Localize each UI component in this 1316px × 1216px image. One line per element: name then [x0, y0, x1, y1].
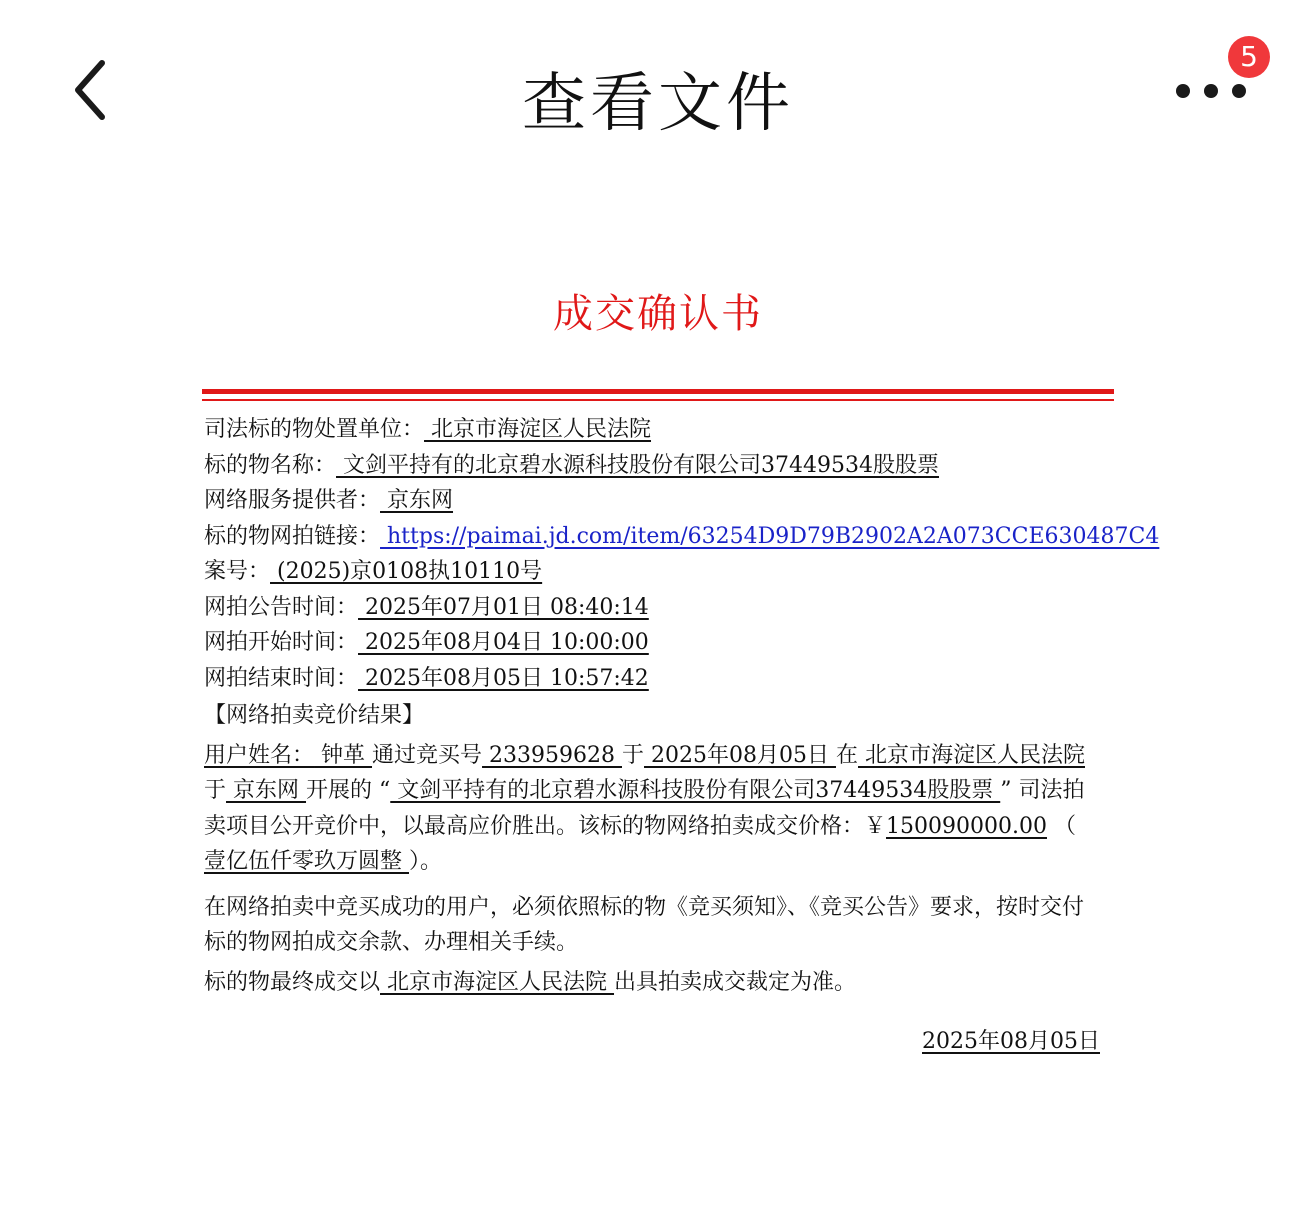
user-name: 钟革: [314, 742, 373, 768]
title-divider-thick: [202, 389, 1114, 394]
result-text: 通过竞买号: [372, 742, 483, 768]
result-text: 在: [835, 742, 858, 768]
result-text: （: [1046, 813, 1076, 839]
field-provider: [204, 483, 1104, 519]
result-text: ）。: [409, 849, 443, 874]
field-label: 司法标的物处置单位：: [204, 417, 425, 442]
final-court: 北京市海淀区人民法院: [380, 969, 615, 995]
result-date: 2025年08月05日: [644, 742, 836, 768]
result-platform: 京东网: [226, 778, 307, 803]
field-value: 北京市海淀区人民法院: [424, 417, 652, 442]
field-end-time: [204, 661, 1104, 697]
user-label: 用户姓名：: [204, 742, 315, 768]
final-text: 标的物最终成交以: [204, 969, 381, 995]
field-case-number: [204, 554, 1104, 590]
field-start-time: [204, 625, 1104, 661]
result-text: ” 司法拍卖项目公开竞价中，以最高应价胜出。该标的物网络拍卖成交价格：￥: [204, 778, 1085, 839]
page-title: 查看文件: [522, 67, 794, 141]
field-label: 标的物名称：: [204, 452, 337, 478]
result-text: 于: [622, 742, 645, 768]
final-text: 出具拍卖成交裁定为准。: [614, 969, 857, 995]
auction-link[interactable]: https://paimai.jd.com/item/63254D9D79B2902A2A073CCE630487C4: [380, 523, 1160, 549]
result-price: 150090000.00: [886, 813, 1047, 839]
app-bar: [0, 0, 1316, 180]
field-value: 2025年08月04日 10:00:00: [358, 630, 649, 655]
result-text: 开展的 “: [306, 778, 391, 803]
field-disposal-unit: [204, 412, 1104, 448]
result-court: 北京市海淀区人民法院: [858, 742, 1085, 768]
field-value: 2025年07月01日 08:40:14: [358, 594, 649, 620]
field-item-name: [204, 448, 1104, 484]
result-price-words: 壹亿伍仟零玖万圆整: [204, 849, 409, 874]
result-item: 文剑平持有的北京碧水源科技股份有限公司37449534股股票: [390, 778, 1001, 803]
field-label: 网拍公告时间：: [204, 594, 359, 620]
result-paragraph: [204, 738, 1104, 880]
notice-paragraph: 在网络拍卖中竞买成功的用户，必须依照标的物《竞买须知》、《竞买公告》要求，按时交付标的物网拍成交余款、办理相关手续。: [204, 894, 1085, 955]
field-value: 文剑平持有的北京碧水源科技股份有限公司37449534股股票: [336, 452, 939, 478]
document-body: [204, 412, 1160, 1000]
document-title: 成交确认书: [553, 291, 763, 337]
field-announce-time: [204, 590, 1104, 626]
field-value: (2025)京0108执10110号: [270, 559, 543, 584]
sign-date: 2025年08月05日: [922, 1029, 1100, 1054]
more-horizontal-icon: [1176, 84, 1246, 98]
field-label: 标的物网拍链接：: [204, 523, 381, 549]
notification-badge: 5: [1228, 36, 1270, 78]
field-label: 网拍开始时间：: [204, 630, 359, 655]
field-label: 网拍结束时间：: [204, 665, 359, 691]
field-label: 案号：: [204, 559, 271, 584]
result-heading: 【网络拍卖竞价结果】: [204, 703, 425, 728]
title-divider-thin: [202, 399, 1114, 401]
field-value: 京东网: [380, 488, 454, 513]
field-value: 2025年08月05日 10:57:42: [358, 665, 649, 691]
field-label: 网络服务提供者：: [204, 488, 381, 513]
final-paragraph: [204, 965, 1104, 1001]
bid-number: 233959628: [482, 742, 622, 768]
result-text: 于: [204, 778, 227, 803]
field-auction-link: [204, 519, 1160, 555]
